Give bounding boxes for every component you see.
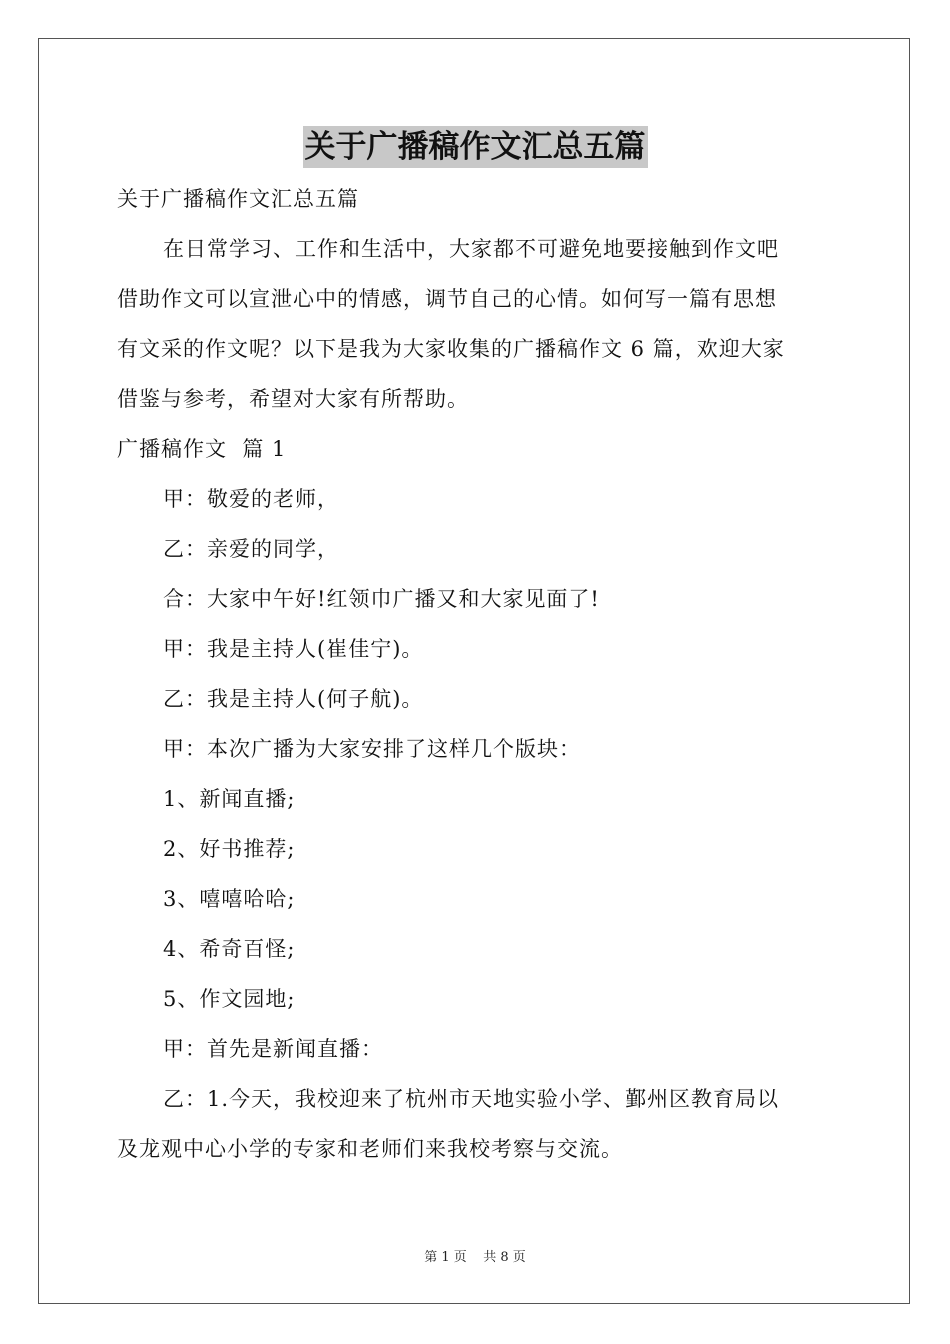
intro-line: 借鉴与参考，希望对大家有所帮助。	[117, 387, 469, 411]
body-line: 乙：1.今天，我校迎来了杭州市天地实验小学、鄞州区教育局以	[163, 1087, 780, 1111]
title-container	[0, 126, 950, 168]
page-footer: 第 1 页 共 8 页	[424, 1250, 526, 1265]
list-item: 5、作文园地;	[163, 987, 296, 1011]
section-heading: 广播稿作文 篇 1	[117, 437, 287, 461]
body-line: 乙：亲爱的同学，	[163, 537, 339, 561]
subtitle-line: 关于广播稿作文汇总五篇	[117, 187, 359, 211]
list-item: 4、希奇百怪;	[163, 937, 296, 961]
body-line: 甲：我是主持人(崔佳宁)。	[163, 637, 424, 661]
document-body	[117, 174, 837, 1174]
body-line: 合：大家中午好!红领巾广播又和大家见面了!	[163, 587, 600, 611]
list-item: 1、新闻直播;	[163, 787, 296, 811]
body-line: 乙：我是主持人(何子航)。	[163, 687, 424, 711]
body-line: 甲：本次广播为大家安排了这样几个版块：	[163, 737, 581, 761]
body-line: 甲：敬爱的老师，	[163, 487, 339, 511]
intro-line: 借助作文可以宣泄心中的情感，调节自己的心情。如何写一篇有思想	[117, 287, 777, 311]
list-item: 3、嘻嘻哈哈;	[163, 887, 296, 911]
body-line: 及龙观中心小学的专家和老师们来我校考察与交流。	[117, 1137, 623, 1161]
document-title: 关于广播稿作文汇总五篇	[303, 126, 648, 168]
list-item: 2、好书推荐;	[163, 837, 296, 861]
intro-line: 有文采的作文呢？以下是我为大家收集的广播稿作文 6 篇，欢迎大家	[117, 337, 785, 361]
intro-line: 在日常学习、工作和生活中，大家都不可避免地要接触到作文吧	[163, 237, 779, 261]
body-line: 甲：首先是新闻直播：	[163, 1037, 383, 1061]
